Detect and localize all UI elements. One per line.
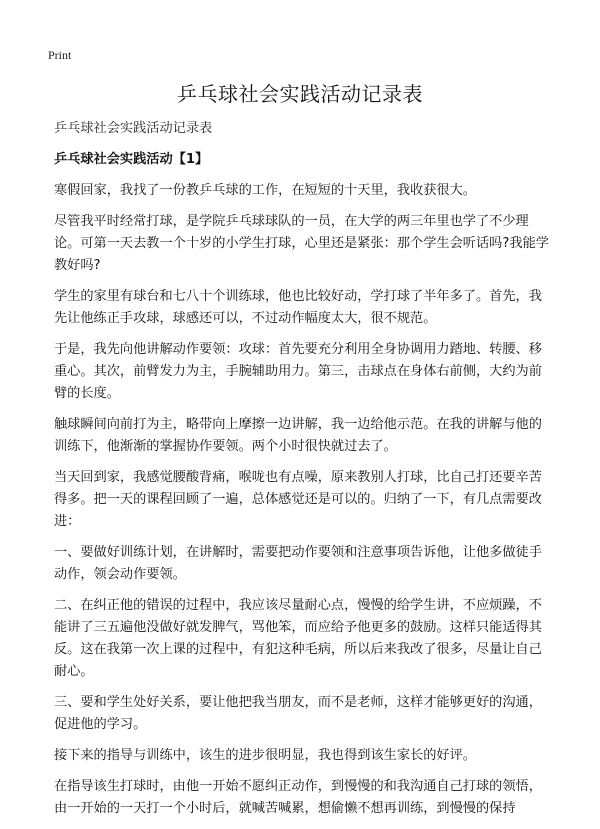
paragraph: 三、要和学生处好关系，要让他把我当朋友，而不是老师，这样才能够更好的沟通，促进他的学习。 (54, 695, 542, 732)
document-subtitle: 乒乓球社会实践活动记录表 (54, 121, 213, 136)
paragraph: 一、要做好训练计划，在讲解时，需要把动作要领和注意事项告诉他，让他多做徒手动作，领会动作要领。 (54, 545, 542, 582)
paragraph: 于是，我先向他讲解动作要领：攻球：首先要充分利用全身协调用力踏地、转腰、移重心。其次，前臂发力为主，手腕辅助用力。第三，击球点在身体右前侧，大约为前臂的长度。 (54, 342, 542, 401)
paragraph: 在指导该生打球时，由他一开始不愿纠正动作，到慢慢的和我沟通自己打球的领悟，由一开始的一天打一个小时后，就喊苦喊累，想偷懒不想再训练，到慢慢的保持 (54, 779, 542, 816)
paragraph: 学生的家里有球台和七八十个训练球，他也比较好动，学打球了半年多了。首先，我先让他练正手攻球，球感还可以，不过动作幅度太大，很不规范。 (54, 289, 542, 326)
paragraph: 尽管我平时经常打球，是学院乒乓球球队的一员，在大学的两三年里也学了不少理论。可第一天去教一个十岁的小学生打球，心里还是紧张：那个学生会听话吗?我能学教好吗? (54, 214, 549, 273)
paragraph: 当天回到家，我感觉腰酸背痛，喉咙也有点噪，原来教别人打球，比自己打还要辛苦得多。把一天的课程回顾了一遍，总体感觉还是可以的。归纳了一下，有几点需要改进： (54, 470, 542, 529)
paragraph: 寒假回家，我找了一份教乒乓球的工作，在短短的十天里，我收获很大。 (54, 183, 476, 198)
document-title: 乒乓球社会实践活动记录表 (177, 82, 423, 106)
section-heading: 乒乓球社会实践活动【1】 (54, 152, 209, 167)
paragraph: 接下来的指导与训练中，该生的进步很明显，我也得到该生家长的好评。 (54, 748, 476, 763)
document-body (54, 118, 554, 829)
print-link[interactable]: Print (48, 48, 72, 62)
paragraph: 触球瞬间向前打为主，略带向上摩擦一边讲解，我一边给他示范。在我的讲解与他的训练下，他渐渐的掌握协作要领。两个小时很快就过去了。 (54, 417, 542, 454)
paragraph: 二、在纠正他的错误的过程中，我应该尽量耐心点，慢慢的给学生讲，不应烦躁，不能讲了三五遍他没做好就发脾气，骂他笨，而应给予他更多的鼓励。这样只能适得其反。这在我第一次上课的过程中，有犯这种毛病，所以后来我改了很多，尽量让自己耐心。 (54, 598, 542, 679)
